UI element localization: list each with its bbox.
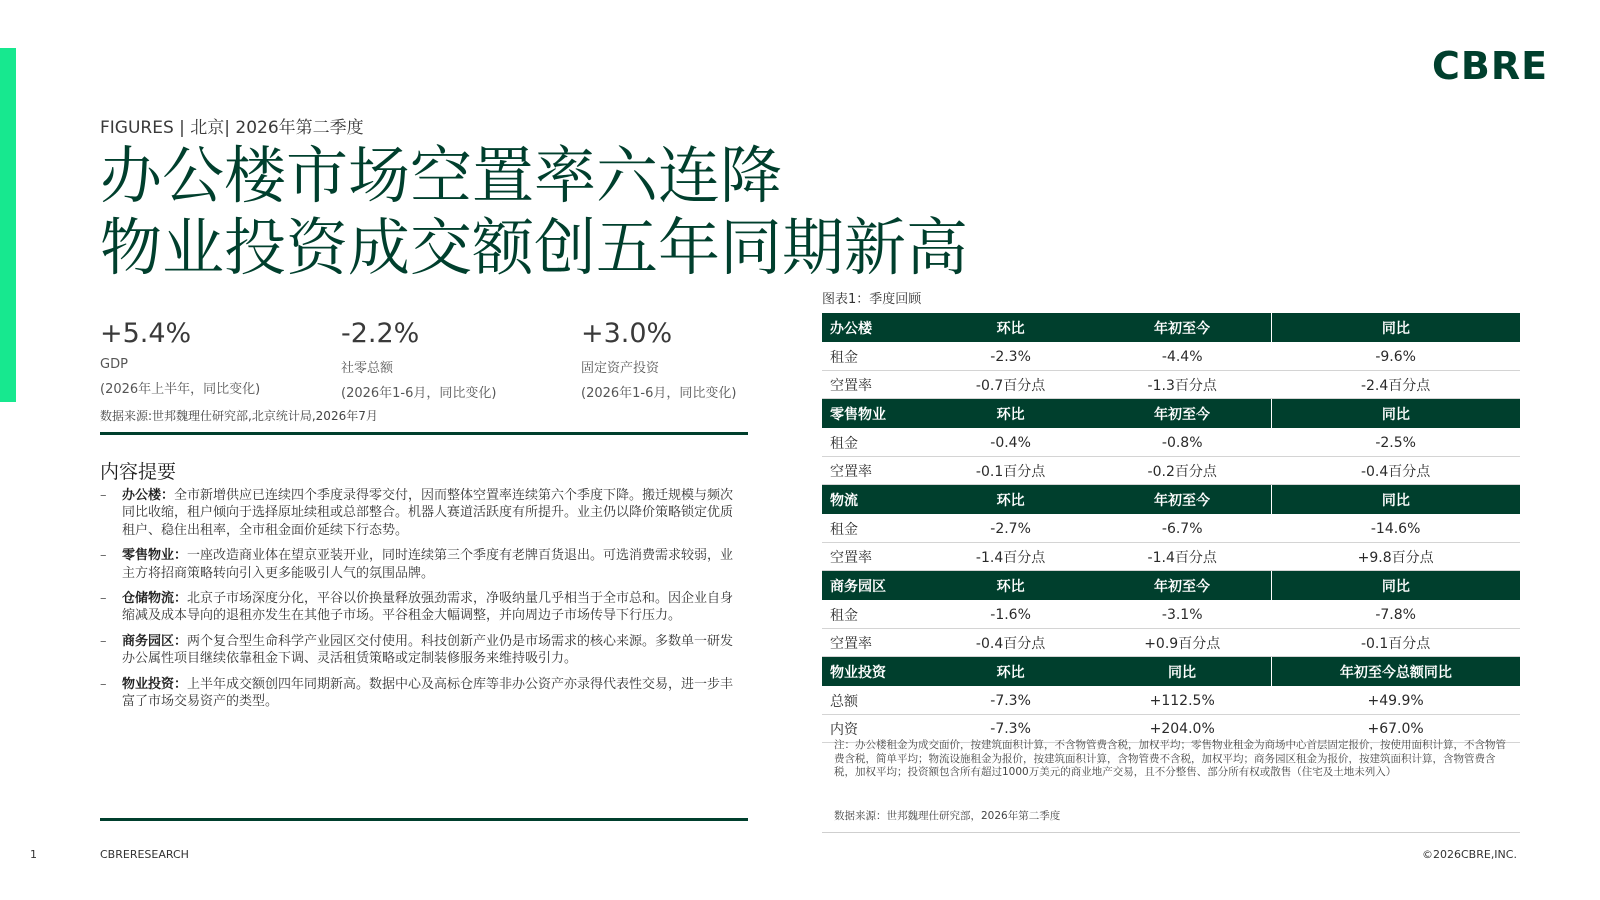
dash-marker: – <box>100 488 107 503</box>
section-title: 物业投资 <box>822 657 928 687</box>
table-cell: -7.3% <box>928 715 1093 743</box>
row-label: 租金 <box>822 601 928 629</box>
dash-marker: – <box>100 591 107 607</box>
summary-item-logistics <box>100 590 740 625</box>
summary-list <box>100 487 740 718</box>
row-label: 租金 <box>822 343 928 371</box>
table-caption: 图表1：季度回顾 <box>822 292 922 307</box>
section-title: 物流 <box>822 485 928 515</box>
divider-top <box>100 432 748 435</box>
column-header: 环比 <box>928 571 1093 601</box>
table-cell: -2.4百分点 <box>1271 371 1520 399</box>
dash-marker: – <box>100 676 107 692</box>
summary-item-text: 北京子市场深度分化，平谷以价换量释放强劲需求，净吸纳量几乎相当于全市总和。因企业自身缩减及成本导向的退租亦发生在其他子市场。平谷租金大幅调整，并向周边子市场传导下行压力。 <box>122 591 734 624</box>
table-cell: -7.8% <box>1271 601 1520 629</box>
column-header: 同比 <box>1271 571 1520 601</box>
dash-marker: – <box>100 548 107 564</box>
table-row <box>822 343 1520 371</box>
kpi-gdp <box>100 318 320 397</box>
kpi-label: 固定资产投资 <box>581 361 660 376</box>
row-label: 租金 <box>822 515 928 543</box>
table-cell: -0.4% <box>928 429 1093 457</box>
table-cell: -0.8% <box>1093 429 1271 457</box>
table-cell: +49.9% <box>1271 687 1520 715</box>
table-row <box>822 687 1520 715</box>
column-header: 同比 <box>1093 657 1271 687</box>
section-header-logistics <box>822 485 1520 515</box>
summary-item-text: 上半年成交额创四年同期新高。数据中心及高标仓库等非办公资产亦录得代表性交易，进一步丰富了市场交易资产的类型。 <box>122 676 734 710</box>
section-title: 办公楼 <box>822 313 928 343</box>
table-cell: -0.1百分点 <box>928 457 1093 485</box>
summary-title: 内容提要 <box>100 461 177 483</box>
table-cell: -2.7% <box>928 515 1093 543</box>
summary-item-text: 一座改造商业体在望京亚装开业，同时连续第三个季度有老牌百货退出。可选消费需求较弱，业主方将招商策略转向引入更多能吸引人气的氛围品牌。 <box>122 548 734 581</box>
row-label: 空置率 <box>822 457 928 485</box>
cbre-logo: CBRE <box>1432 44 1549 88</box>
column-header: 同比 <box>1271 313 1520 343</box>
table-cell: +0.9百分点 <box>1093 629 1271 657</box>
kpi-source: 数据来源:世邦魏理仕研究部,北京统计局,2026年7月 <box>100 409 378 423</box>
summary-item-head: 商务园区： <box>122 633 188 649</box>
report-line: FIGURES | 北京| 2026年第二季度 <box>100 118 364 138</box>
row-label: 空置率 <box>822 371 928 399</box>
kpi-value: +5.4% <box>100 318 192 349</box>
column-header: 年初至今 <box>1093 399 1271 429</box>
column-header: 年初至今 <box>1093 571 1271 601</box>
table-row <box>822 429 1520 457</box>
kpi-sub: (2026年上半年，同比变化) <box>100 382 261 397</box>
table-cell: -4.4% <box>1093 343 1271 371</box>
summary-item-office <box>100 487 740 539</box>
column-header: 年初至今 <box>1093 485 1271 515</box>
table-cell: -3.1% <box>1093 601 1271 629</box>
summary-item-retail <box>100 547 740 582</box>
table-cell: -0.4百分点 <box>1271 457 1520 485</box>
table-cell: -1.4百分点 <box>928 543 1093 571</box>
table-cell: -0.1百分点 <box>1271 629 1520 657</box>
section-title: 零售物业 <box>822 399 928 429</box>
kpi-sub: (2026年1-6月，同比变化) <box>341 386 497 401</box>
section-header-business-park <box>822 571 1520 601</box>
headline <box>100 140 968 284</box>
section-header-retail <box>822 399 1520 429</box>
table-row <box>822 629 1520 657</box>
dash-marker: – <box>100 633 107 649</box>
table-note: 注：办公楼租金为成交面价，按建筑面积计算，不含物管费含税，加权平均；零售物业租金为商场中心首层固定报价，按使用面积计算，不含物管费含税，简单平均；物流设施租金为报价，按建筑面积计算，含物管费不含税，加权平均；商务园区租金为报价，按建筑面积计算，含物管费含税，加权平均；投资额包含所有超过1000万美元的商业地产交易，且不分整售、部分所有权或散售（住宅及土地未列入） <box>834 739 1506 778</box>
summary-item-head: 零售物业： <box>122 548 188 564</box>
divider-bottom <box>100 818 748 821</box>
table-cell: -2.5% <box>1271 429 1520 457</box>
quarterly-review-table <box>822 313 1520 743</box>
summary-item-investment <box>100 676 740 711</box>
table-cell: -1.4百分点 <box>1093 543 1271 571</box>
kpi-value: +3.0% <box>581 318 673 349</box>
table-cell: +112.5% <box>1093 687 1271 715</box>
footer-brand: CBRERESEARCH <box>100 848 189 861</box>
column-header: 环比 <box>928 485 1093 515</box>
column-header: 同比 <box>1271 399 1520 429</box>
column-header: 年初至今总额同比 <box>1271 657 1520 687</box>
table-cell: +67.0% <box>1271 715 1520 743</box>
kpi-sub: (2026年1-6月，同比变化) <box>581 386 737 401</box>
column-header: 环比 <box>928 313 1093 343</box>
section-header-investment <box>822 657 1520 687</box>
table-cell: -7.3% <box>928 687 1093 715</box>
summary-item-text: 两个复合型生命科学产业园区交付使用。科技创新产业仍是市场需求的核心来源。多数单一研发办公属性项目继续依靠租金下调、灵活租赁策略或定制装修服务来维持吸引力。 <box>122 633 734 667</box>
section-header-office <box>822 313 1520 343</box>
table-cell: -9.6% <box>1271 343 1520 371</box>
table-cell: -1.6% <box>928 601 1093 629</box>
summary-item-head: 仓储物流： <box>122 591 188 607</box>
table-source: 数据来源：世邦魏理仕研究部，2026年第二季度 <box>834 810 1061 822</box>
summary-item-head: 办公楼： <box>122 488 175 503</box>
table-cell: -6.7% <box>1093 515 1271 543</box>
accent-bar <box>0 48 16 402</box>
row-label: 总额 <box>822 687 928 715</box>
table-cell: -1.3百分点 <box>1093 371 1271 399</box>
column-header: 环比 <box>928 657 1093 687</box>
table-cell: +204.0% <box>1093 715 1271 743</box>
table-row <box>822 371 1520 399</box>
headline-line-2: 物业投资成交额创五年同期新高 <box>100 211 969 284</box>
table-cell: -2.3% <box>928 343 1093 371</box>
footer-copyright: ©2026CBRE,INC. <box>1422 848 1517 861</box>
summary-item-head: 物业投资： <box>122 676 188 692</box>
kpi-value: -2.2% <box>341 318 420 349</box>
table-row <box>822 515 1520 543</box>
kpi-fixed-asset <box>581 318 801 401</box>
table-cell: -14.6% <box>1271 515 1520 543</box>
kpi-retail-sales <box>341 318 561 401</box>
table-row <box>822 457 1520 485</box>
column-header: 同比 <box>1271 485 1520 515</box>
table-cell: -0.2百分点 <box>1093 457 1271 485</box>
headline-line-1: 办公楼市场空置率六连降 <box>100 139 783 212</box>
kpi-label: GDP <box>100 357 128 372</box>
table-cell: +9.8百分点 <box>1271 543 1520 571</box>
column-header: 环比 <box>928 399 1093 429</box>
footer-rule <box>822 832 1520 833</box>
kpi-label: 社零总额 <box>341 361 394 376</box>
row-label: 租金 <box>822 429 928 457</box>
summary-item-business-park <box>100 633 740 668</box>
table-row <box>822 543 1520 571</box>
table-cell: -0.7百分点 <box>928 371 1093 399</box>
table-row <box>822 601 1520 629</box>
column-header: 年初至今 <box>1093 313 1271 343</box>
page-number: 1 <box>30 848 37 861</box>
row-label: 内资 <box>822 715 928 743</box>
row-label: 空置率 <box>822 543 928 571</box>
summary-item-text: 全市新增供应已连续四个季度录得零交付，因而整体空置率连续第六个季度下降。搬迁规模与频次同比收缩，租户倾向于选择原址续租或总部整合。机器人赛道活跃度有所提升。业主仍以降价策略锁定优质租户、稳住出租率，全市租金面价延续下行态势。 <box>122 488 734 538</box>
section-title: 商务园区 <box>822 571 928 601</box>
table-cell: -0.4百分点 <box>928 629 1093 657</box>
row-label: 空置率 <box>822 629 928 657</box>
